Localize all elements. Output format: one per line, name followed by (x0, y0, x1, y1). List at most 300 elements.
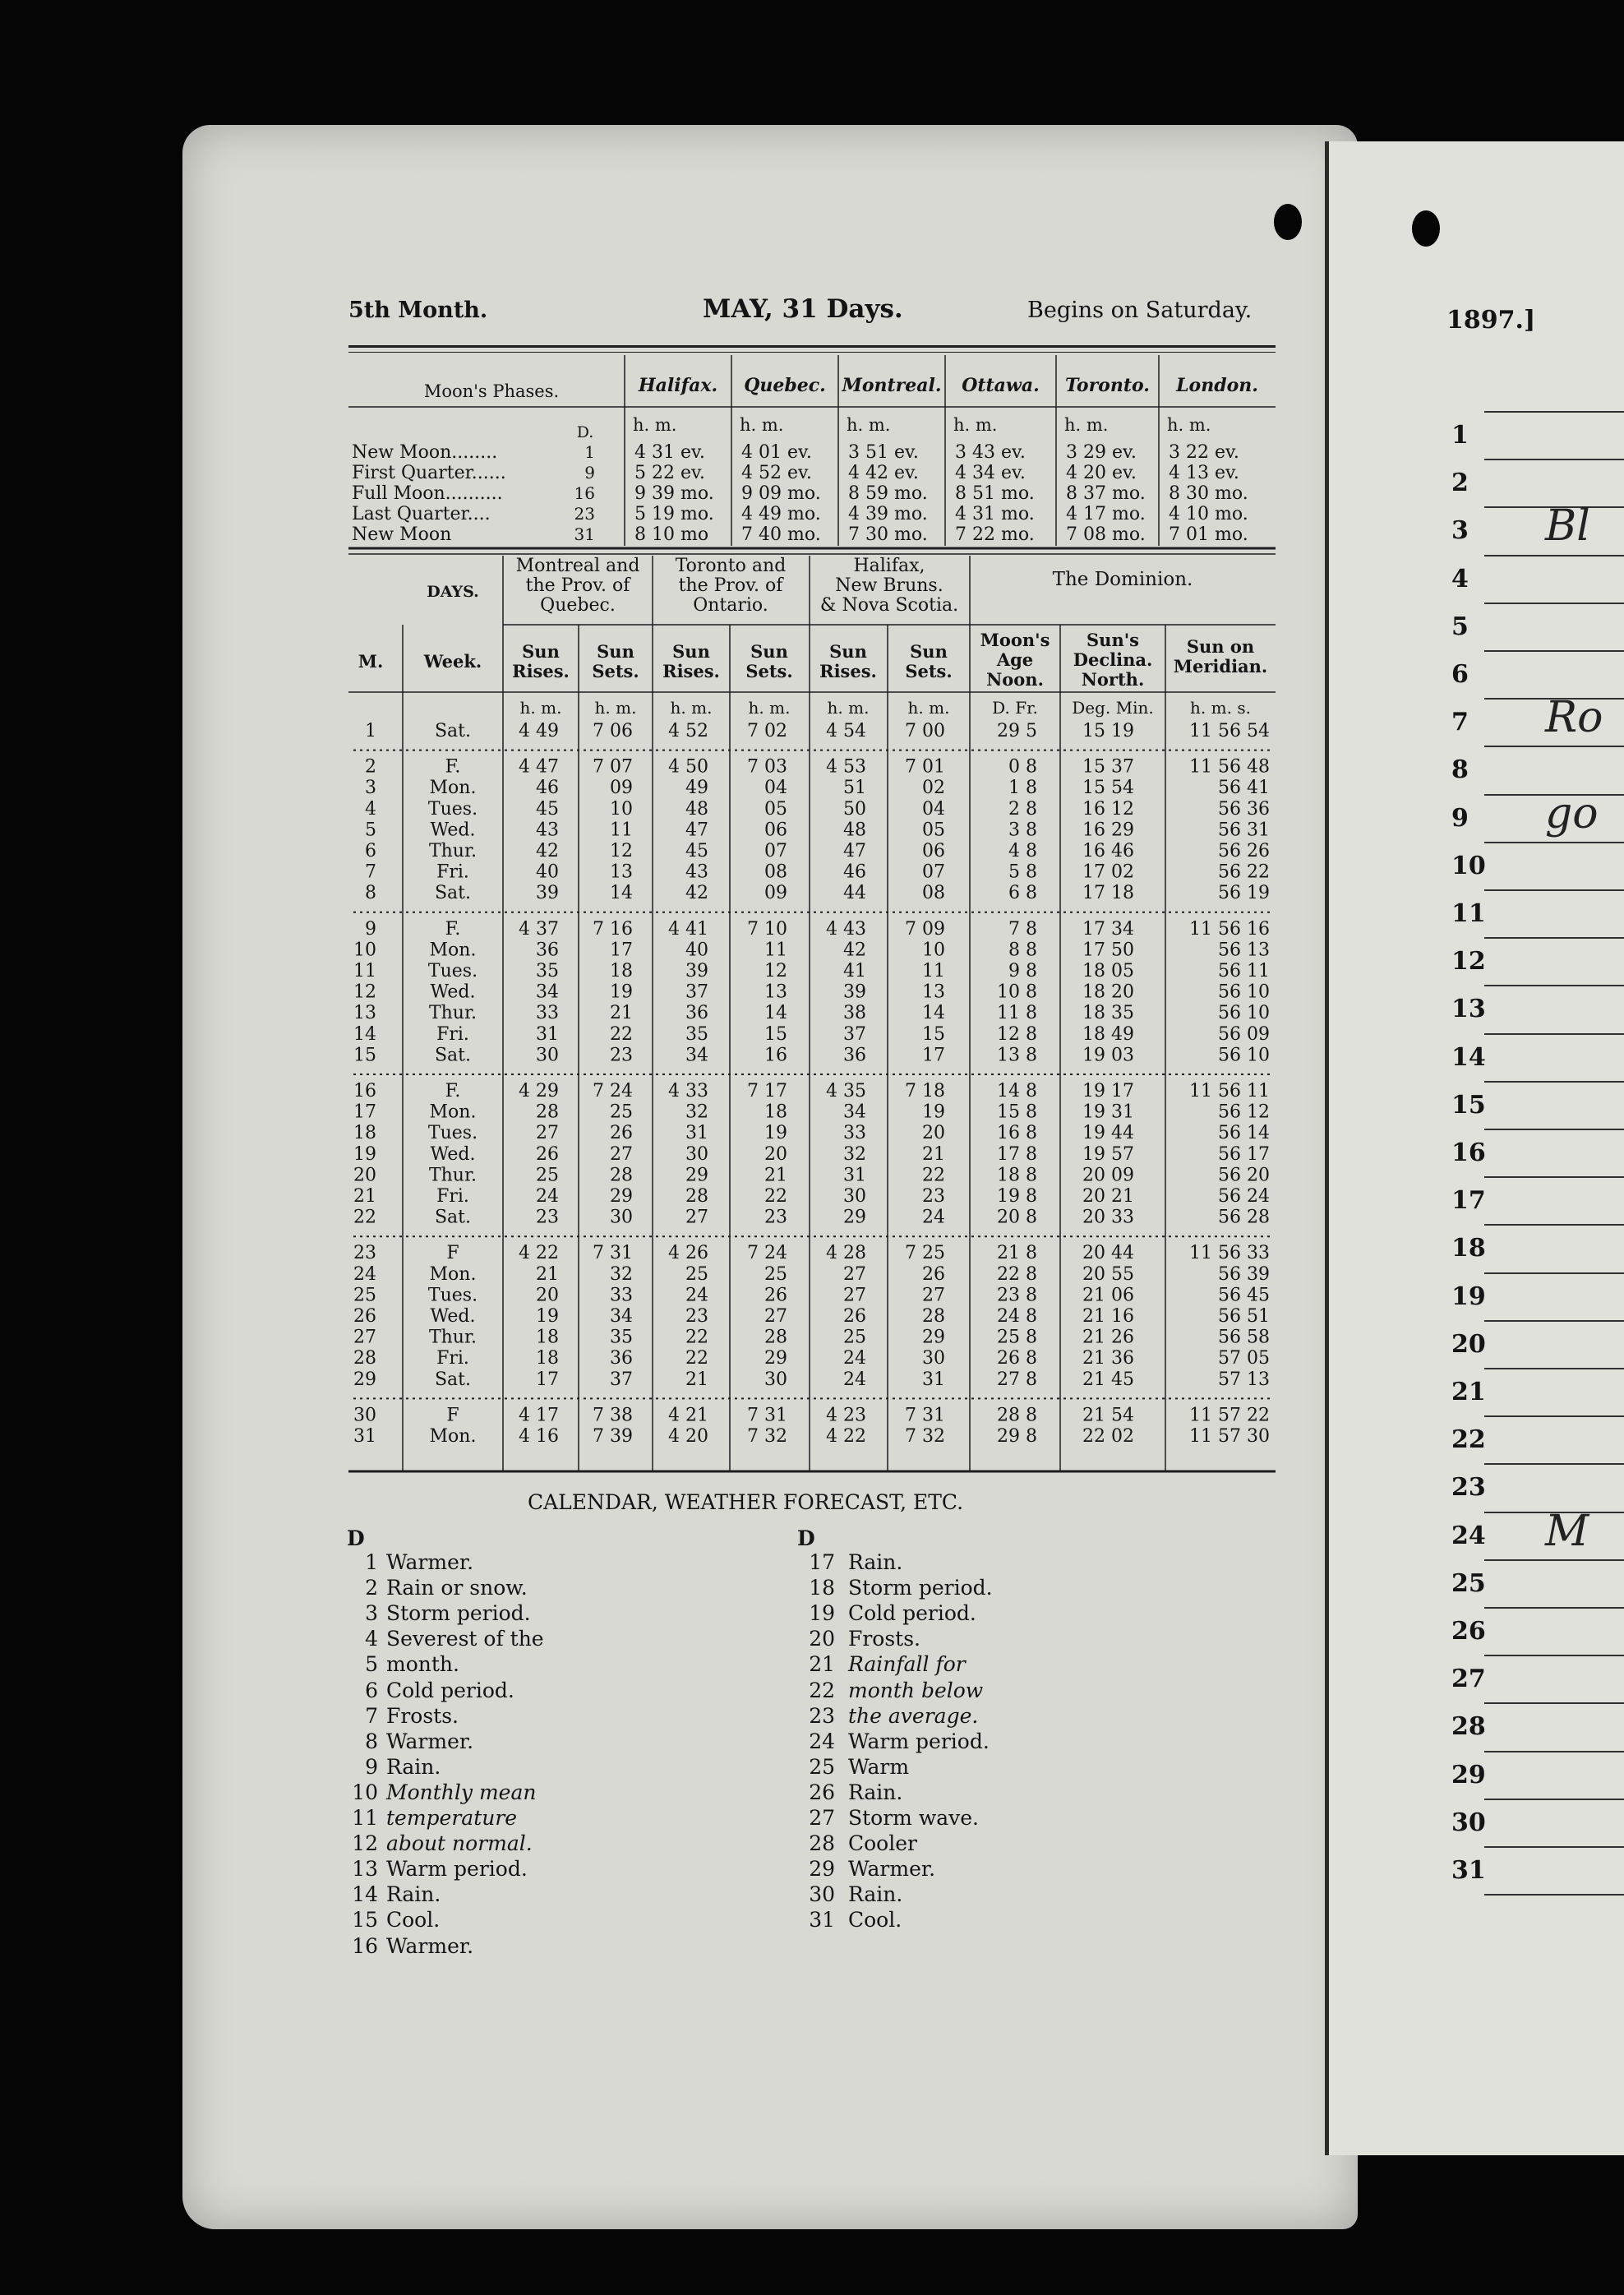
calendar-forecast-text: Frosts. (386, 1703, 459, 1728)
diary-rule (1484, 1751, 1624, 1752)
day-of-month: 5 (365, 820, 376, 841)
unit-label: h. m. (740, 415, 784, 435)
column-header: Meridian. (1173, 656, 1268, 676)
day-of-month: 7 (365, 861, 376, 883)
column-header: North. (1081, 669, 1145, 690)
phase-day: 9 (584, 463, 595, 483)
column-header: Sets. (592, 661, 639, 681)
calendar-day-number: 31 (809, 1908, 835, 1933)
day-of-week: F. (445, 1081, 461, 1101)
time-value: 56 28 (1218, 1207, 1270, 1228)
phase-time: 4 34 ev. (955, 463, 1026, 483)
time-value: 17 (922, 1045, 945, 1066)
time-value: 17 (610, 940, 633, 961)
time-value: 22 (764, 1186, 787, 1207)
time-value: 02 (922, 778, 945, 799)
time-value: 39 (843, 981, 866, 1003)
time-value: 7 38 (593, 1405, 633, 1426)
time-value: 35 (610, 1327, 633, 1348)
calendar-forecast-text: Monthly mean (386, 1780, 537, 1804)
day-of-month: 13 (353, 1003, 376, 1024)
time-value: 21 26 (1082, 1327, 1134, 1348)
time-value: 15 8 (997, 1101, 1037, 1123)
day-of-month: 16 (353, 1081, 376, 1101)
diary-rule (1484, 1607, 1624, 1609)
time-value: 13 (922, 981, 945, 1003)
time-value: 56 10 (1218, 1045, 1270, 1066)
time-value: 7 09 (905, 918, 945, 940)
diary-day-number: 18 (1451, 1234, 1486, 1263)
unit-label: h. m. (633, 415, 677, 435)
time-value: 56 17 (1218, 1143, 1270, 1165)
time-value: 45 (536, 798, 559, 820)
time-value: 28 (685, 1186, 708, 1207)
diary-rule (1484, 1320, 1624, 1322)
calendar-forecast-text: Storm period. (848, 1576, 993, 1600)
time-value: 7 06 (593, 721, 633, 741)
day-of-week: Thur. (428, 1003, 478, 1024)
time-value: 19 57 (1082, 1143, 1134, 1165)
time-value: 7 17 (747, 1081, 787, 1101)
time-value: 15 (764, 1023, 787, 1045)
group-header: The Dominion. (1052, 569, 1193, 590)
city-header: Halifax. (638, 375, 718, 396)
time-value: 16 46 (1082, 841, 1134, 861)
time-value: 17 8 (997, 1143, 1037, 1165)
day-of-month: 4 (365, 798, 376, 820)
time-value: 18 (764, 1101, 787, 1123)
year-label: 1897.] (1446, 306, 1536, 335)
phase-time: 7 08 mo. (1066, 524, 1146, 545)
time-value: 28 (610, 1165, 633, 1186)
time-value: 32 (843, 1143, 866, 1165)
day-of-month: 20 (353, 1165, 376, 1186)
month-title: MAY, 31 Days. (703, 294, 903, 324)
time-value: 34 (610, 1306, 633, 1327)
time-value: 4 37 (519, 918, 559, 940)
calendar-day-number: 6 (365, 1678, 378, 1702)
phase-time: 4 17 mo. (1066, 504, 1146, 524)
time-value: 18 (536, 1327, 559, 1348)
phase-time: 3 51 ev. (848, 442, 919, 463)
calendar-forecast-text: Severest of the (386, 1627, 544, 1651)
time-value: 30 (764, 1369, 787, 1390)
time-value: 56 10 (1218, 1003, 1270, 1024)
calendar-forecast-text: Warmer. (848, 1857, 936, 1882)
time-value: 21 (922, 1143, 945, 1165)
day-of-month: 11 (353, 961, 376, 981)
time-value: 30 (843, 1186, 866, 1207)
calendar-day-number: 3 (365, 1601, 378, 1626)
time-value: 56 36 (1218, 798, 1270, 820)
time-value: 27 (685, 1207, 708, 1228)
day-of-month: 21 (353, 1186, 376, 1207)
days-header: DAYS. (427, 583, 479, 601)
calendar-forecast-text: Warm period. (386, 1857, 528, 1882)
calendar-day-number: 18 (809, 1576, 835, 1600)
time-value: 56 10 (1218, 981, 1270, 1003)
diary-day-number: 16 (1451, 1138, 1486, 1167)
calendar-day-number: 15 (352, 1908, 378, 1933)
time-value: 4 41 (668, 918, 708, 940)
phase-time: 7 40 mo. (741, 524, 821, 545)
calendar-forecast-text: Warm period. (848, 1729, 990, 1753)
time-value: 27 (536, 1123, 559, 1144)
column-header: M. (358, 651, 384, 672)
calendar-day-number: 23 (809, 1703, 835, 1728)
day-of-month: 17 (353, 1101, 376, 1123)
day-of-month: 9 (365, 918, 376, 940)
unit-label: D. Fr. (992, 698, 1038, 718)
time-value: 23 (610, 1045, 633, 1066)
unit-label: h. m. (519, 698, 562, 718)
day-of-week: Tues. (427, 961, 478, 981)
calendar-forecast-text: Rain. (386, 1754, 441, 1779)
time-value: 4 29 (519, 1081, 559, 1101)
time-value: 19 8 (997, 1186, 1037, 1207)
diary-day-number: 9 (1451, 803, 1469, 833)
time-value: 4 28 (826, 1243, 866, 1264)
time-value: 56 20 (1218, 1165, 1270, 1186)
calendar-forecast-text: Warmer. (386, 1550, 474, 1574)
time-value: 56 24 (1218, 1186, 1270, 1207)
time-value: 44 (843, 883, 866, 904)
time-value: 28 (764, 1327, 787, 1348)
time-value: 42 (685, 883, 708, 904)
time-value: 11 (610, 820, 633, 841)
day-of-week: F (446, 1405, 459, 1426)
column-header: Sun (750, 641, 788, 662)
time-value: 4 54 (826, 721, 866, 741)
calendar-forecast-text: temperature (386, 1806, 518, 1830)
day-of-week: Fri. (436, 1348, 469, 1369)
time-value: 23 (685, 1306, 708, 1327)
diary-day-number: 24 (1451, 1521, 1486, 1550)
time-value: 06 (764, 820, 787, 841)
time-value: 47 (843, 841, 866, 861)
time-value: 56 41 (1218, 778, 1270, 799)
diary-day-number: 14 (1451, 1042, 1486, 1072)
column-header: Rises. (512, 661, 570, 681)
time-value: 19 44 (1082, 1123, 1134, 1144)
day-of-week: F (446, 1243, 459, 1264)
phase-time: 9 09 mo. (741, 483, 821, 504)
calendar-forecast-text: Cool. (848, 1908, 902, 1933)
time-value: 14 (764, 1003, 787, 1024)
day-of-month: 24 (353, 1263, 376, 1285)
time-value: 49 (685, 778, 708, 799)
column-header: Declina. (1073, 649, 1153, 670)
time-value: 16 8 (997, 1123, 1037, 1144)
diary-rule (1484, 1702, 1624, 1704)
column-header: Sun on (1186, 636, 1255, 657)
time-value: 11 (922, 961, 945, 981)
diary-rule (1484, 1463, 1624, 1465)
column-header: Rises. (662, 661, 720, 681)
calendar-forecast-text: Warmer. (386, 1729, 474, 1753)
phase-time: 3 43 ev. (955, 442, 1026, 463)
time-value: 7 31 (905, 1405, 945, 1426)
day-of-week: Fri. (436, 1023, 469, 1045)
diary-day-number: 25 (1451, 1568, 1486, 1598)
time-value: 26 (536, 1143, 559, 1165)
unit-label: h. m. s. (1190, 698, 1251, 718)
calendar-day-number: 11 (352, 1806, 378, 1830)
day-of-week: Mon. (429, 1263, 477, 1285)
calendar-forecast-text: Rain or snow. (386, 1576, 528, 1600)
phase-time: 4 42 ev. (848, 463, 919, 483)
phase-time: 3 29 ev. (1066, 442, 1137, 463)
time-value: 21 16 (1082, 1306, 1134, 1327)
diary-day-number: 15 (1451, 1090, 1486, 1120)
phase-time: 4 13 ev. (1169, 463, 1239, 483)
diary-rule (1484, 459, 1624, 460)
phase-day: 16 (574, 483, 595, 503)
time-value: 36 (610, 1348, 633, 1369)
unit-label: h. m. (748, 698, 791, 718)
time-value: 4 50 (668, 756, 708, 778)
time-value: 2 8 (1008, 798, 1037, 820)
time-value: 28 (536, 1101, 559, 1123)
time-value: 33 (536, 1003, 559, 1024)
calendar-day-number: 16 (352, 1933, 378, 1958)
diary-rule (1484, 650, 1624, 652)
time-value: 23 (922, 1186, 945, 1207)
time-value: 56 51 (1218, 1306, 1270, 1327)
day-of-week: Sat. (434, 1369, 472, 1390)
time-value: 56 13 (1218, 940, 1270, 961)
time-value: 11 56 16 (1189, 918, 1270, 940)
day-of-week: Wed. (430, 820, 476, 841)
time-value: 04 (922, 798, 945, 820)
time-value: 18 20 (1082, 981, 1134, 1003)
unit-label: h. m. (827, 698, 870, 718)
time-value: 4 17 (519, 1405, 559, 1426)
day-of-month: 15 (353, 1045, 376, 1066)
day-of-month: 18 (353, 1123, 376, 1144)
diary-rule (1484, 1176, 1624, 1178)
column-header: Age (996, 649, 1034, 670)
diary-day-number: 19 (1451, 1281, 1486, 1311)
time-value: 17 02 (1082, 861, 1134, 883)
time-value: 25 (536, 1165, 559, 1186)
day-of-week: F. (445, 756, 461, 778)
time-value: 27 8 (997, 1369, 1037, 1390)
day-of-month: 1 (365, 721, 376, 741)
time-value: 56 26 (1218, 841, 1270, 861)
phase-time: 7 01 mo. (1169, 524, 1248, 545)
time-value: 7 24 (593, 1081, 633, 1101)
day-of-week: Sat. (434, 1045, 472, 1066)
diary-rule (1484, 411, 1624, 413)
time-value: 26 (610, 1123, 633, 1144)
time-value: 20 55 (1082, 1263, 1134, 1285)
time-value: 14 (922, 1003, 945, 1024)
city-header: Montreal. (842, 375, 942, 396)
time-value: 4 49 (519, 721, 559, 741)
time-value: 57 05 (1218, 1348, 1270, 1369)
column-header: Rises. (819, 661, 877, 681)
time-value: 20 21 (1082, 1186, 1134, 1207)
time-value: 11 8 (997, 1003, 1037, 1024)
time-value: 19 03 (1082, 1045, 1134, 1066)
time-value: 29 (764, 1348, 787, 1369)
time-value: 12 (610, 841, 633, 861)
day-of-week: Tues. (427, 798, 478, 820)
d-header: D. (576, 423, 594, 441)
time-value: 23 8 (997, 1285, 1037, 1306)
calendar-forecast-text: Cold period. (386, 1678, 514, 1702)
time-value: 27 (922, 1285, 945, 1306)
diary-day-number: 12 (1451, 947, 1486, 977)
phase-day: 31 (574, 524, 595, 544)
time-value: 29 (610, 1186, 633, 1207)
time-value: 7 16 (593, 918, 633, 940)
time-value: 31 (536, 1023, 559, 1045)
calendar-day-number: 10 (352, 1780, 378, 1804)
diary-rule (1484, 746, 1624, 747)
time-value: 40 (685, 940, 708, 961)
time-value: 27 (610, 1143, 633, 1165)
calendar-forecast-text: Rain. (848, 1780, 903, 1804)
time-value: 20 33 (1082, 1207, 1134, 1228)
diary-rule (1484, 555, 1624, 556)
calendar-day-number: 2 (365, 1576, 378, 1600)
phase-time: 7 30 mo. (848, 524, 928, 545)
day-of-week: Wed. (430, 1143, 476, 1165)
diary-rule (1484, 1655, 1624, 1656)
time-value: 25 (764, 1263, 787, 1285)
time-value: 22 (685, 1348, 708, 1369)
column-header: Sun (910, 641, 948, 662)
time-value: 19 (610, 981, 633, 1003)
time-value: 30 (610, 1207, 633, 1228)
phase-time: 4 31 ev. (634, 442, 705, 463)
time-value: 19 31 (1082, 1101, 1134, 1123)
time-value: 20 (764, 1143, 787, 1165)
time-value: 32 (685, 1101, 708, 1123)
time-value: 14 (610, 883, 633, 904)
phase-time: 5 19 mo. (634, 504, 714, 524)
diary-rule (1484, 937, 1624, 939)
time-value: 15 54 (1082, 778, 1134, 799)
time-value: 7 32 (747, 1426, 787, 1447)
time-value: 22 (610, 1023, 633, 1045)
diary-rule (1484, 1894, 1624, 1896)
time-value: 36 (685, 1003, 708, 1024)
time-value: 20 8 (997, 1207, 1037, 1228)
time-value: 7 31 (593, 1243, 633, 1264)
time-value: 4 53 (826, 756, 866, 778)
time-value: 4 43 (826, 918, 866, 940)
calendar-day-number: 20 (809, 1627, 835, 1651)
time-value: 11 56 48 (1189, 756, 1270, 778)
day-of-month: 12 (353, 981, 376, 1003)
phase-time: 4 52 ev. (741, 463, 812, 483)
time-value: 12 8 (997, 1023, 1037, 1045)
time-value: 18 8 (997, 1165, 1037, 1186)
diary-day-number: 2 (1451, 469, 1469, 498)
group-header: the Prov. of (525, 575, 630, 596)
begins-on: Begins on Saturday. (1027, 298, 1253, 323)
group-header: & Nova Scotia. (819, 595, 959, 616)
time-value: 8 8 (1008, 940, 1037, 961)
time-value: 34 (685, 1045, 708, 1066)
phase-time: 4 20 ev. (1066, 463, 1137, 483)
time-value: 56 45 (1218, 1285, 1270, 1306)
calendar-forecast-text: Rain. (848, 1550, 903, 1574)
time-value: 20 (536, 1285, 559, 1306)
phase-time: 8 30 mo. (1169, 483, 1248, 504)
unit-label: h. m. (1167, 415, 1211, 435)
diary-day-number: 29 (1451, 1760, 1486, 1789)
time-value: 21 36 (1082, 1348, 1134, 1369)
time-value: 17 50 (1082, 940, 1134, 961)
city-header: Quebec. (744, 375, 826, 396)
calendar-forecast-text: Rainfall for (848, 1652, 966, 1677)
unit-label: h. m. (670, 698, 713, 718)
time-value: 35 (685, 1023, 708, 1045)
time-value: 09 (610, 778, 633, 799)
diary-day-number: 4 (1451, 564, 1469, 593)
calendar-forecast-text: Rain. (386, 1882, 441, 1907)
phase-time: 4 01 ev. (741, 442, 812, 463)
day-of-month: 8 (365, 883, 376, 904)
time-value: 47 (685, 820, 708, 841)
time-value: 4 20 (668, 1426, 708, 1447)
day-of-month: 22 (353, 1207, 376, 1228)
time-value: 10 8 (997, 981, 1037, 1003)
time-value: 15 19 (1082, 721, 1134, 741)
city-header: London. (1176, 375, 1258, 396)
calendar-title: CALENDAR, WEATHER FORECAST, ETC. (528, 1490, 964, 1514)
column-header: Sun (672, 641, 710, 662)
time-value: 1 8 (1008, 778, 1037, 799)
time-value: 26 (922, 1263, 945, 1285)
calendar-day-number: 9 (365, 1754, 378, 1779)
calendar-day-number: 22 (809, 1678, 835, 1702)
diary-day-number: 5 (1451, 612, 1469, 641)
phase-time: 4 39 mo. (848, 504, 928, 524)
phase-time: 9 39 mo. (634, 483, 714, 504)
calendar-day-number: 17 (809, 1550, 835, 1574)
calendar-day-number: 19 (809, 1601, 835, 1626)
time-value: 07 (922, 861, 945, 883)
time-value: 37 (610, 1369, 633, 1390)
time-value: 42 (843, 940, 866, 961)
time-value: 22 8 (997, 1263, 1037, 1285)
time-value: 30 (922, 1348, 945, 1369)
diary-rule (1484, 1272, 1624, 1274)
group-header: New Bruns. (835, 575, 943, 596)
calendar-day-number: 26 (809, 1780, 835, 1804)
calendar-forecast-text: Warm (848, 1754, 910, 1779)
time-value: 22 02 (1082, 1426, 1134, 1447)
time-value: 4 16 (519, 1426, 559, 1447)
day-of-week: Tues. (427, 1123, 478, 1144)
time-value: 24 8 (997, 1306, 1037, 1327)
time-value: 31 (685, 1123, 708, 1144)
calendar-forecast-text: the average. (848, 1703, 979, 1728)
calendar-forecast-text: Storm period. (386, 1601, 531, 1626)
day-of-month: 31 (353, 1426, 376, 1447)
time-value: 04 (764, 778, 787, 799)
time-value: 20 (922, 1123, 945, 1144)
day-of-week: Fri. (436, 861, 469, 883)
phase-name: First Quarter...... (352, 463, 506, 483)
diary-day-number: 31 (1451, 1856, 1486, 1885)
time-value: 37 (685, 981, 708, 1003)
